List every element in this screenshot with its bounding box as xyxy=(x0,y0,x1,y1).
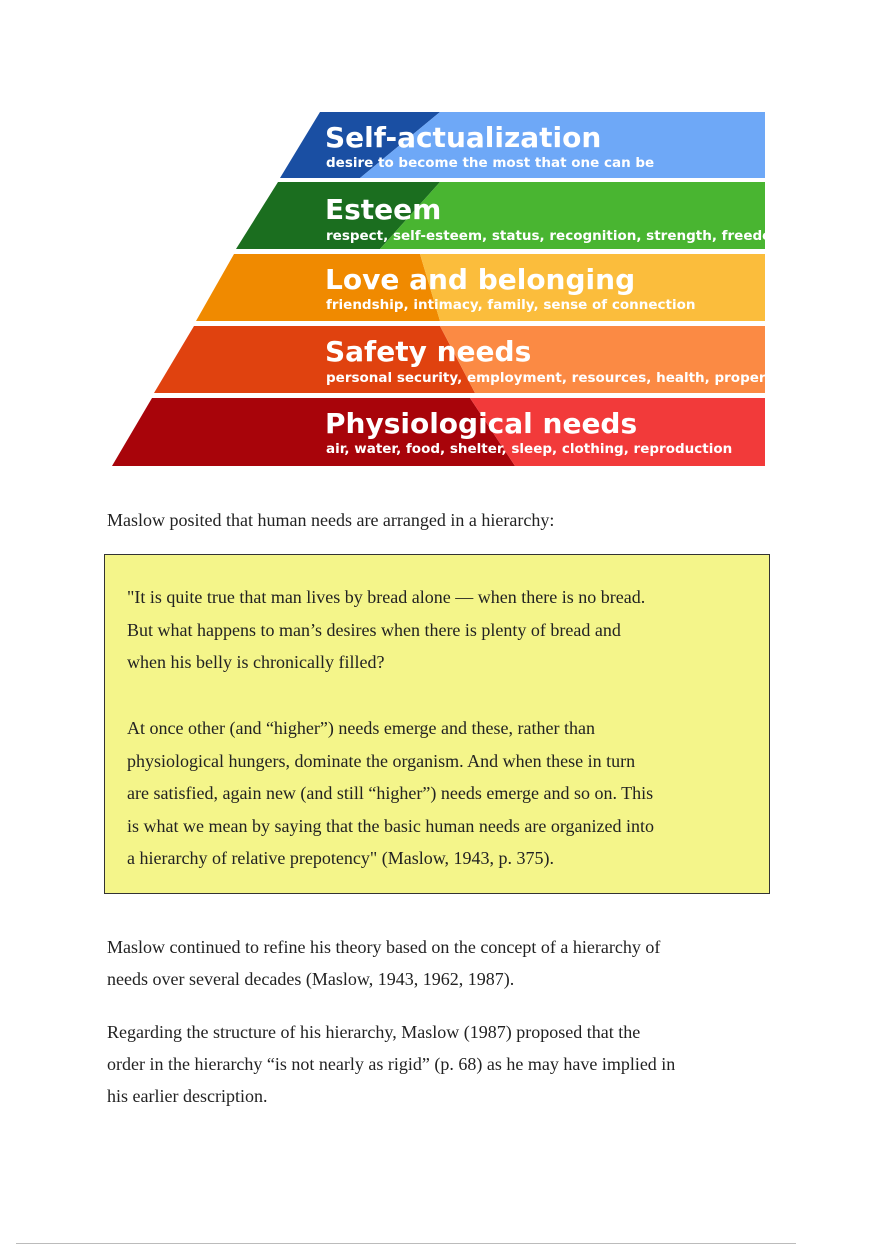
text-line: Regarding the structure of his hierarchy, Maslow (1987) proposed that the xyxy=(107,1022,641,1042)
quote-paragraph-1 xyxy=(127,581,727,679)
tier-physiological-needs xyxy=(112,398,765,466)
body-paragraph-3 xyxy=(107,1016,747,1112)
quote-paragraph-2 xyxy=(127,712,727,875)
text-line: physiological hungers, dominate the organism. And when these in turn xyxy=(127,750,636,771)
text-line: his earlier description. xyxy=(107,1086,268,1106)
tier-title: Physiological needs xyxy=(325,407,638,440)
tier-subtitle: air, water, food, shelter, sleep, clothing, reproduction xyxy=(326,441,733,457)
footer-divider xyxy=(16,1243,796,1244)
text-line: when his belly is chronically filled? xyxy=(127,652,385,672)
tier-title: Safety needs xyxy=(325,335,532,368)
tier-title: Self-actualization xyxy=(325,121,602,154)
text-line: But what happens to man’s desires when there is plenty of bread and xyxy=(127,619,621,640)
tier-safety-needs xyxy=(154,326,781,393)
body-paragraph-2 xyxy=(107,931,747,995)
tier-self-actualization xyxy=(280,112,765,178)
tier-title: Esteem xyxy=(325,193,442,226)
text-line: Maslow continued to refine his theory based on the concept of a hierarchy of xyxy=(107,937,661,957)
text-line: order in the hierarchy “is not nearly as rigid” (p. 68) as he may have implied in xyxy=(107,1054,676,1074)
tier-subtitle: respect, self-esteem, status, recognition, strength, freedom xyxy=(326,228,786,244)
tier-subtitle: desire to become the most that one can be xyxy=(326,155,655,171)
tier-esteem xyxy=(236,182,786,249)
tier-subtitle: personal security, employment, resources, health, property xyxy=(326,370,781,386)
intro-paragraph: Maslow posited that human needs are arranged in a hierarchy: xyxy=(107,510,555,530)
tier-title: Love and belonging xyxy=(325,263,636,296)
text-line: needs over several decades (Maslow, 1943, 1962, 1987). xyxy=(107,969,515,989)
quote-box xyxy=(104,554,770,894)
text-line: "It is quite true that man lives by bread alone — when there is no bread. xyxy=(127,587,646,607)
text-line: is what we mean by saying that the basic human needs are organized into xyxy=(127,815,655,836)
text-line: At once other (and “higher”) needs emerge and these, rather than xyxy=(127,718,595,738)
tier-love-and-belonging xyxy=(196,254,765,321)
text-line: are satisfied, again new (and still “higher”) needs emerge and so on. This xyxy=(127,783,654,803)
text-line: a hierarchy of relative prepotency" (Maslow, 1943, p. 375). xyxy=(127,848,555,868)
tier-subtitle: friendship, intimacy, family, sense of connection xyxy=(326,297,696,313)
maslow-pyramid xyxy=(0,0,880,480)
